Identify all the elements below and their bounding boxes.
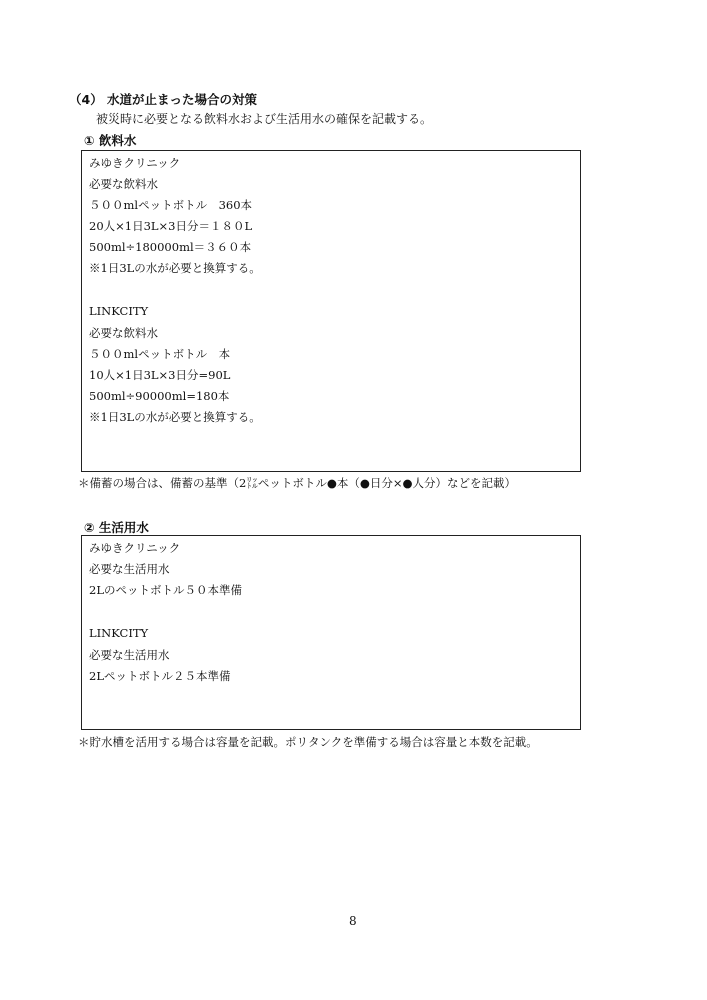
box-line: 必要な生活用水: [89, 648, 170, 662]
box-line: 必要な飲料水: [89, 177, 158, 191]
section-intro: 被災時に必要となる飲料水および生活用水の確保を記載する。: [96, 112, 433, 126]
box-line: 必要な生活用水: [89, 562, 170, 576]
living-water-box: [81, 535, 581, 730]
box-line: ※1日3Lの水が必要と換算する。: [89, 410, 261, 424]
drinking-water-note: ＊備蓄の場合は、備蓄の基準（2㍑ペットボトル●本（●日分×●人分）などを記載）: [78, 476, 517, 490]
living-water-title: ② 生活用水: [84, 520, 149, 535]
box-line: 500ml÷180000ml＝３６０本: [89, 240, 252, 254]
box-line: みゆきクリニック: [89, 156, 181, 170]
box-line: 20人×1日3L×3日分＝１８０L: [89, 219, 253, 233]
section-title: （4） 水道が止まった場合の対策: [69, 92, 258, 107]
box-line: 10人×1日3L×3日分=90L: [89, 368, 231, 382]
box-line: 2Lのペットボトル５０本準備: [89, 583, 242, 597]
box-line: ※1日3Lの水が必要と換算する。: [89, 261, 261, 275]
living-water-note: ＊貯水槽を活用する場合は容量を記載。ポリタンクを準備する場合は容量と本数を記載。: [78, 735, 538, 749]
box-line: みゆきクリニック: [89, 541, 181, 555]
box-line: LINKCITY: [89, 626, 149, 640]
box-line: 2Lペットボトル２５本準備: [89, 669, 231, 683]
box-line: ５００mlペットボトル 360本: [89, 198, 253, 212]
box-line: 500ml÷90000ml=180本: [89, 389, 230, 403]
box-line: 必要な飲料水: [89, 326, 158, 340]
box-line: ５００mlペットボトル 本: [89, 347, 231, 361]
box-line: LINKCITY: [89, 304, 149, 318]
drinking-water-title: ① 飲料水: [84, 133, 137, 148]
page-number: 8: [349, 914, 357, 928]
drinking-water-box: [81, 150, 581, 472]
